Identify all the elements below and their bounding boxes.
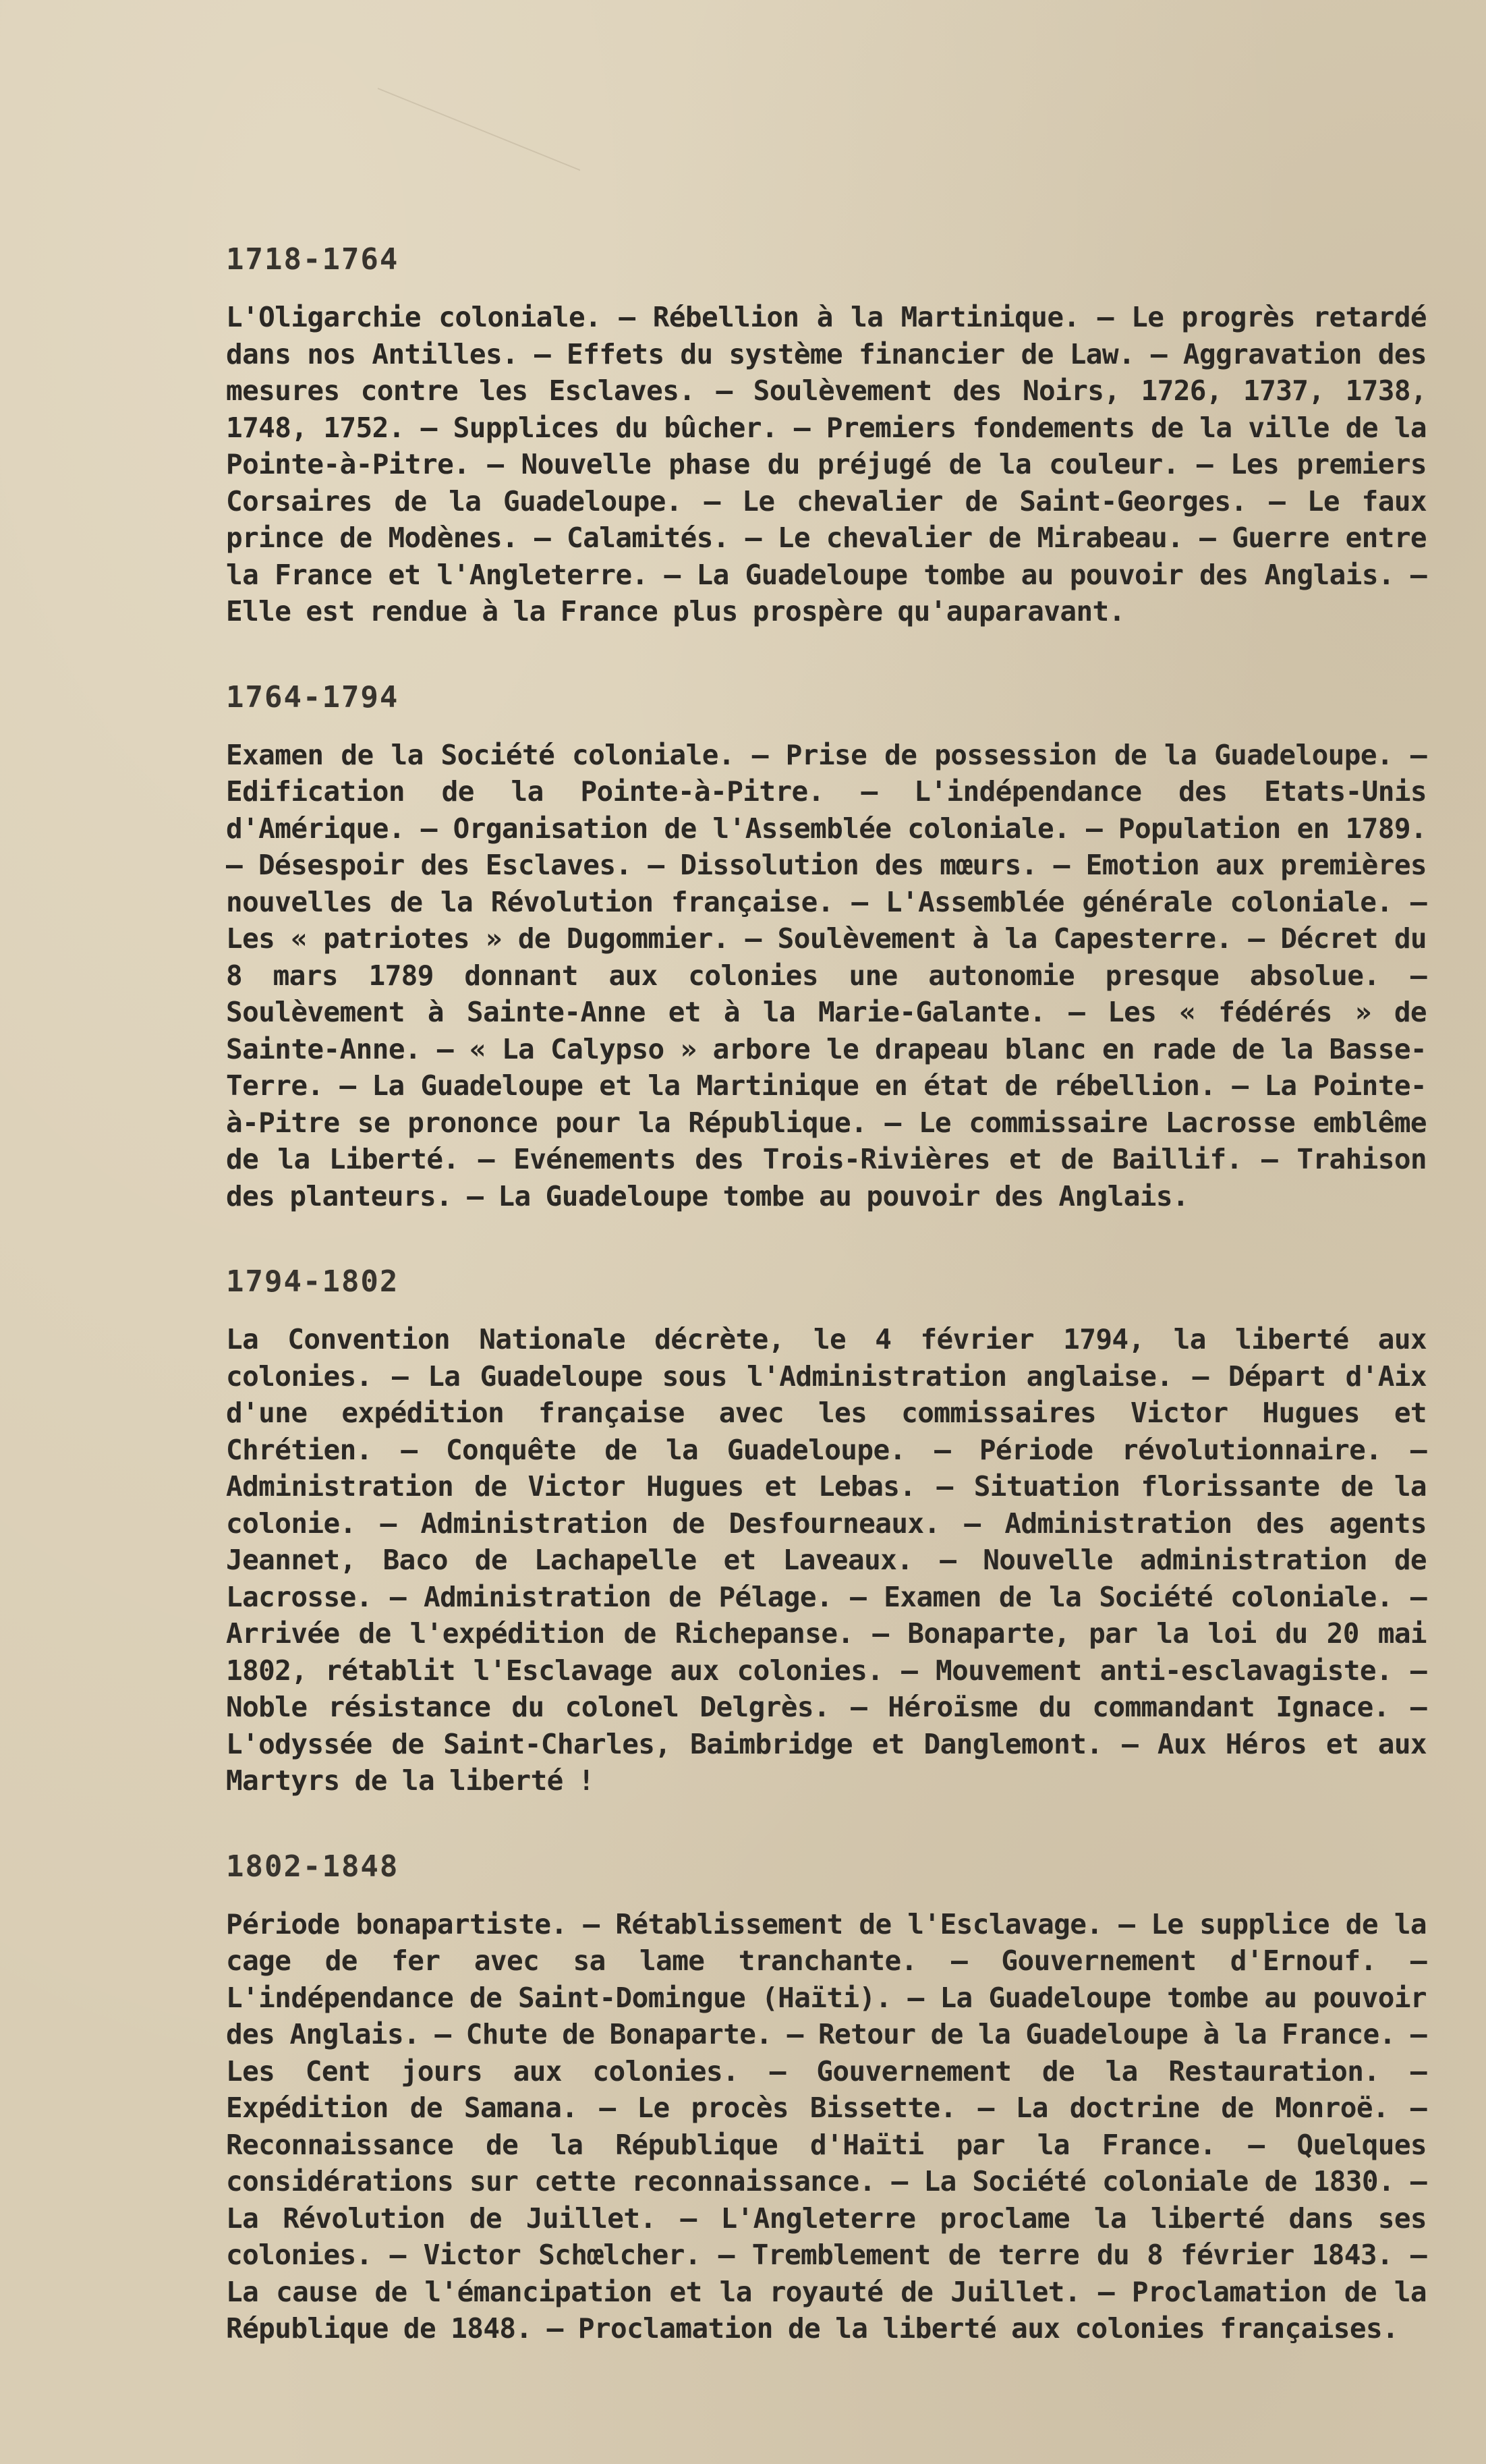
section-year: 1764-1794 [226,679,399,715]
paper-fold-mark [378,0,580,171]
period-section-1764-1794 [226,677,1427,1215]
period-section-1802-1848 [226,1847,1427,2347]
section-year: 1802-1848 [226,1849,399,1884]
section-year: 1794-1802 [226,1264,399,1299]
section-summary: L'Oligarchie coloniale. — Rébellion à la Martinique. — Le progrès retardé dans nos Antilles. — Effets du système financier de Law. — Aggravation des mesures contre les Esclaves. — Soulèvement des Noirs, 1726, 1737, 1738, 1748, 1752. — Supplices du bûcher. — Premiers fondements de la ville de la Pointe-à-Pitre. — Nouvelle phase du préjugé de la couleur. — Les premiers Corsaires de la Guadeloupe. — Le chevalier de Saint-Georges. — Le faux prince de Modènes. — Calamités. — Le chevalier de Mirabeau. — Guerre entre la France et l'Angleterre. — La Guadeloupe tombe au pouvoir des Anglais. — Elle est rendue à la France plus prospère qu'auparavant. [226,301,1427,627]
period-section-1794-1802 [226,1262,1427,1799]
section-summary: La Convention Nationale décrète, le 4 février 1794, la liberté aux colonies. — La Guadeloupe sous l'Administration anglaise. — Départ d'Aix d'une expédition française avec les commissaires Victor Hugues et Chrétien. — Conquête de la Guadeloupe. — Période révolutionnaire. — Administration de Victor Hugues et Lebas. — Situation florissante de la colonie. — Administration de Desfourneaux. — Administration des agents Jeannet, Baco de Lachapelle et Laveaux. — Nouvelle administration de Lacrosse. — Administration de Pélage. — Examen de la Société coloniale. — Arrivée de l'expédition de Richepanse. — Bonaparte, par la loi du 20 mai 1802, rétablit l'Esclavage aux colonies. — Mouvement anti-esclavagiste. — Noble résistance du colonel Delgrès. — Héroïsme du commandant Ignace. — L'odyssée de Saint-Charles, Baimbridge et Danglemont. — Aux Héros et aux Martyrs de la liberté ! [226,1323,1427,1797]
section-year: 1718-1764 [226,242,399,277]
section-summary: Examen de la Société coloniale. — Prise de possession de la Guadeloupe. — Edification de la Pointe-à-Pitre. — L'indépendance des Etats-Unis d'Amérique. — Organisation de l'Assemblée coloniale. — Population en 1789. — Désespoir des Esclaves. — Dissolution des mœurs. — Emotion aux premières nouvelles de la Révolution française. — L'Assemblée générale coloniale. — Les « patriotes » de Dugommier. — Soulèvement à la Capesterre. — Décret du 8 mars 1789 donnant aux colonies une autonomie presque absolue. — Soulèvement à Sainte-Anne et à la Marie-Galante. — Les « fédérés » de Sainte-Anne. — « La Calypso » arbore le drapeau blanc en rade de la Basse-Terre. — La Guadeloupe et la Martinique en état de rébellion. — La Pointe-à-Pitre se prononce pour la République. — Le commissaire Lacrosse emblême de la Liberté. — Evénements des Trois-Rivières et de Baillif. — Trahison des planteurs. — La Guadeloupe tombe au pouvoir des Anglais. [226,738,1427,1212]
table-of-contents [226,240,1427,2395]
period-section-1718-1764 [226,240,1427,630]
section-summary: Période bonapartiste. — Rétablissement de l'Esclavage. — Le supplice de la cage de fer avec sa lame tranchante. — Gouvernement d'Ernouf. — L'indépendance de Saint-Domingue (Haïti). — La Guadeloupe tombe au pouvoir des Anglais. — Chute de Bonaparte. — Retour de la Guadeloupe à la France. — Les Cent jours aux colonies. — Gouvernement de la Restauration. — Expédition de Samana. — Le procès Bissette. — La doctrine de Monroë. — Reconnaissance de la République d'Haïti par la France. — Quelques considérations sur cette reconnaissance. — La Société coloniale de 1830. — La Révolution de Juillet. — L'Angleterre proclame la liberté dans ses colonies. — Victor Schœlcher. — Tremblement de terre du 8 février 1843. — La cause de l'émancipation et la royauté de Juillet. — Proclamation de la République de 1848. — Proclamation de la liberté aux colonies françaises. [226,1907,1427,2345]
